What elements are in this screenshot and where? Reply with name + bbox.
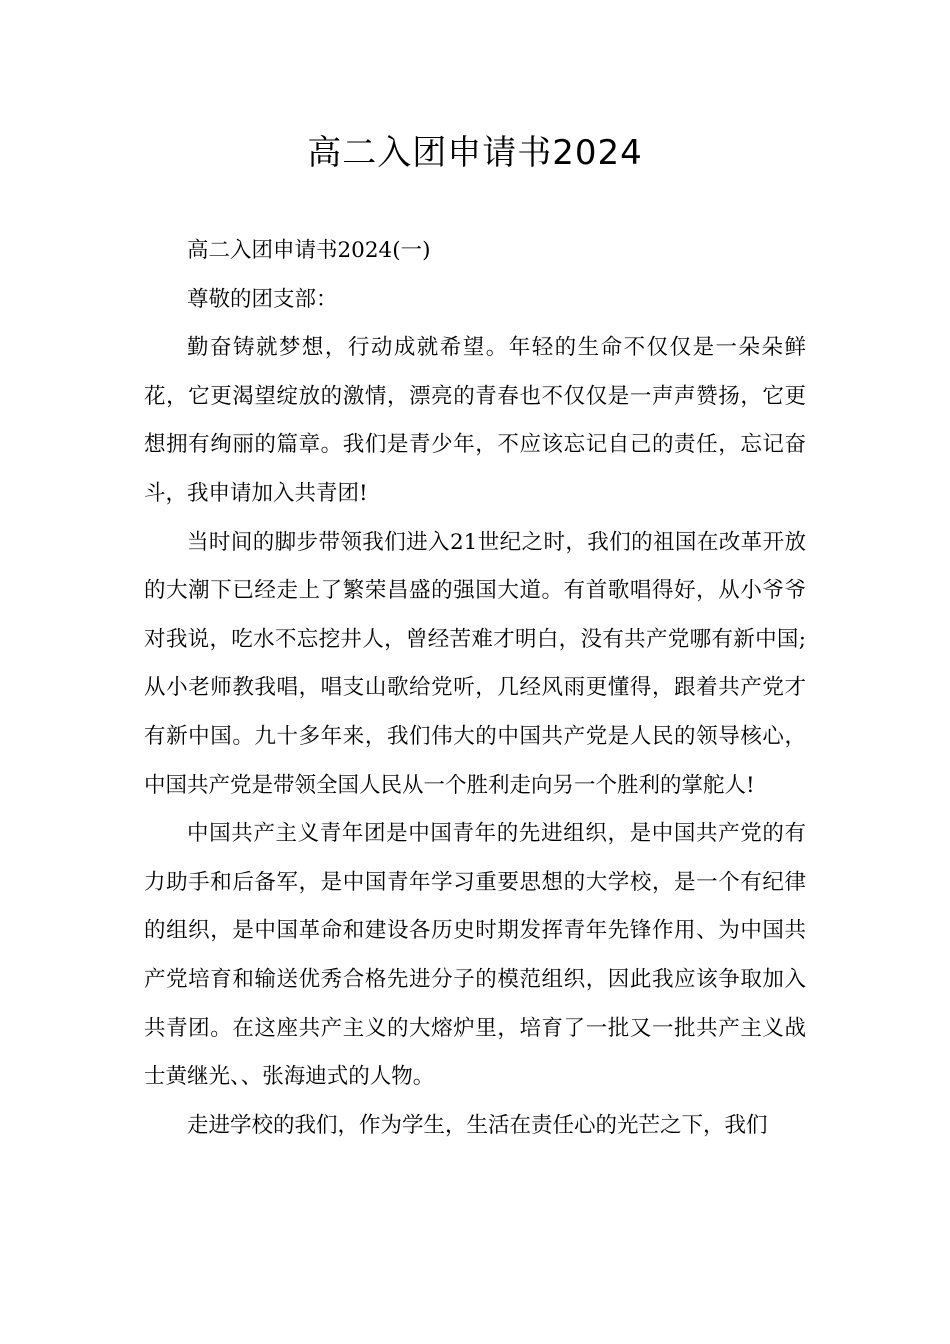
document-title: 高二入团申请书2024 bbox=[307, 133, 643, 173]
paragraph-body-2: 当时间的脚步带领我们进入21世纪之时，我们的祖国在改革开放的大潮下已经走上了繁荣昌盛的强国大道。有首歌唱得好，从小爷爷对我说，吃水不忘挖井人，曾经苦难才明白，没有共产党哪有新中国;从小老师教我唱，唱支山歌给党听，几经风雨更懂得，跟着共产党才有新中国。九十多年来，我们伟大的中国共产党是人民的领导核心，中国共产党是带领全国人民从一个胜利走向另一个胜利的掌舵人! bbox=[144, 529, 806, 798]
paragraph-body-4: 走进学校的我们，作为学生，生活在责任心的光芒之下，我们 bbox=[187, 1112, 768, 1138]
paragraph-body-3: 中国共产主义青年团是中国青年的先进组织，是中国共产党的有力助手和后备军，是中国青年学习重要思想的大学校，是一个有纪律的组织，是中国革命和建设各历史时期发挥青年先锋作用、为中国共产党培育和输送优秀合格先进分子的模范组织，因此我应该争取加入共青团。在这座共产主义的大熔炉里，培育了一批又一批共产主义战士黄继光、、张海迪式的人物。 bbox=[144, 821, 806, 1090]
document-body bbox=[144, 227, 806, 1150]
paragraph-subtitle: 高二入团申请书2024(一) bbox=[187, 238, 431, 263]
paragraph-salutation: 尊敬的团支部： bbox=[187, 286, 338, 312]
paragraph-body-1: 勤奋铸就梦想，行动成就希望。年轻的生命不仅仅是一朵朵鲜花，它更渴望绽放的激情，漂亮的青春也不仅仅是一声声赞扬，它更想拥有绚丽的篇章。我们是青少年，不应该忘记自己的责任，忘记奋斗，我申请加入共青团! bbox=[144, 335, 806, 506]
